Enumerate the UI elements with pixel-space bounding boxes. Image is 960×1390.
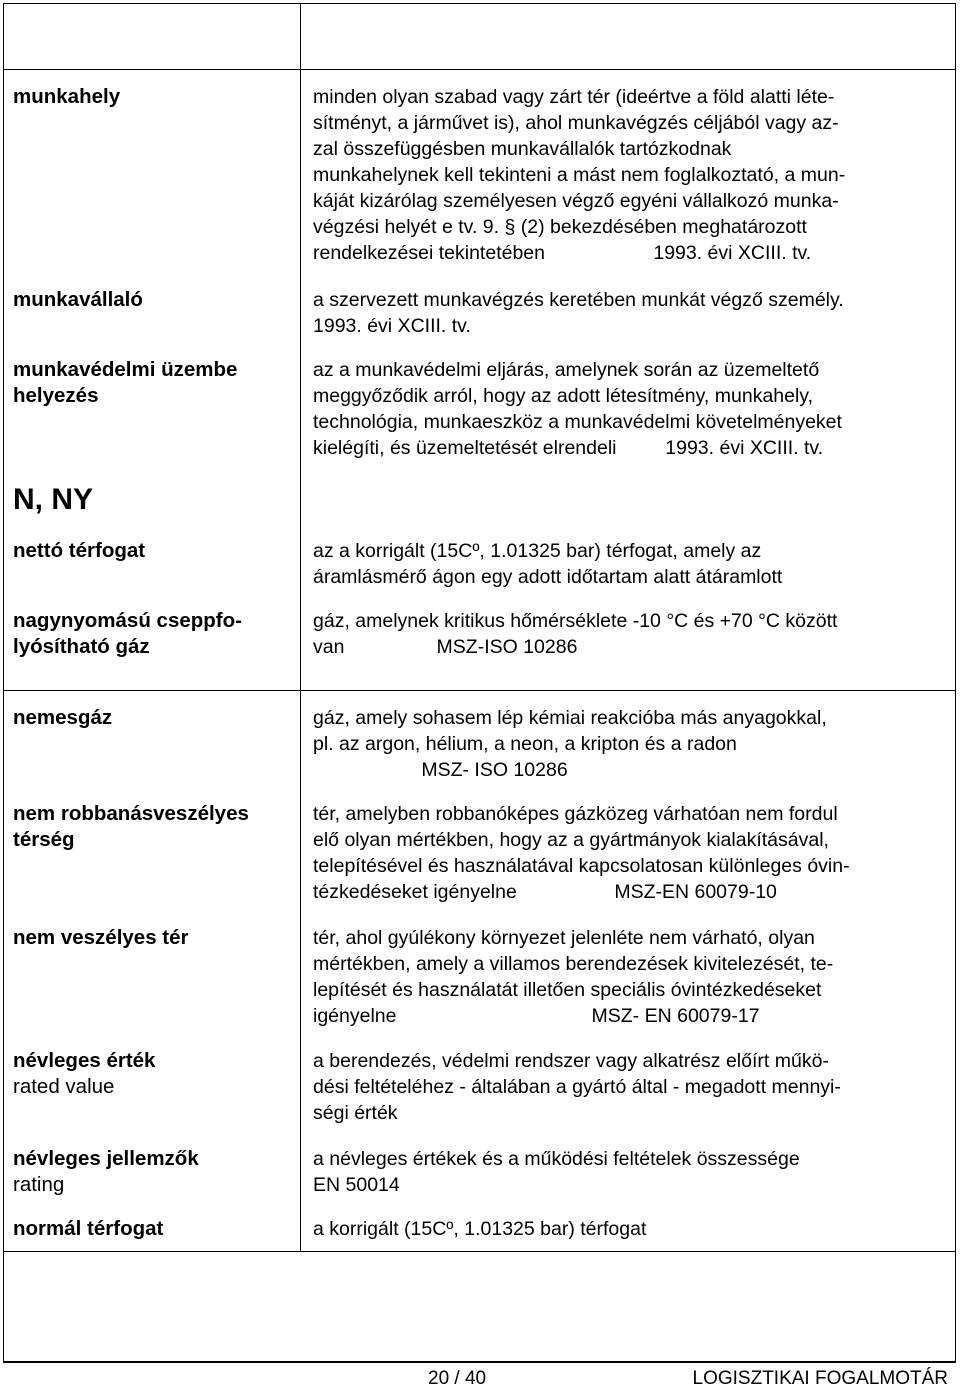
bottom-box	[3, 1251, 956, 1362]
def-nem-veszelyes-ter: tér, ahol gyúlékony környezet jelenléte nem várható, olyan mértékben, amely a villamos berendezések kivitelezését, te- lepítését és használatát illetően speciális óvintézkedéseket igényelne MSZ- EN 60079-17	[313, 927, 834, 1027]
def-nemesgaz: gáz, amely sohasem lép kémiai reakcióba más anyagokkal, pl. az argon, hélium, a neon, a kripton és a radon MSZ- ISO 10286	[313, 707, 827, 781]
def-netto-terfogat: az a korrigált (15Cº, 1.01325 bar) térfogat, amely az áramlásmérő ágon egy adott időtartam alatt átáramlott	[313, 540, 783, 588]
term-nevleges-jellemzok-label: névleges jellemzők	[13, 1147, 199, 1170]
top-header-box	[3, 3, 301, 70]
def-nem-robbanasveszelyes-terseg: tér, amelyben robbanóképes gázközeg várhatóan nem fordul elő olyan mértékben, hogy az a gyártmányok kialakításával, telepítésével és használatával kapcsolatosan különleges óvin- tézkedéseket igényelne MSZ-EN 60079-10	[313, 803, 850, 903]
term-munkahely: munkahely	[13, 85, 121, 108]
term-nevleges-ertek-english: rated value	[13, 1075, 115, 1098]
term-nevleges-ertek-label: névleges érték	[13, 1049, 156, 1072]
table-2-divider	[300, 690, 301, 1252]
term-nemesgaz: nemesgáz	[13, 706, 113, 729]
footer-title: LOGISZTIKAI FOGALMOTÁR	[692, 1368, 948, 1389]
top-header-box-right	[300, 3, 956, 70]
def-nevleges-jellemzok: a névleges értékek és a működési feltételek összessége EN 50014	[313, 1148, 800, 1196]
footer-rule	[3, 1362, 956, 1363]
term-normal-terfogat: normál térfogat	[13, 1217, 164, 1240]
term-nem-veszelyes-ter: nem veszélyes tér	[13, 926, 189, 949]
def-nevleges-ertek: a berendezés, védelmi rendszer vagy alkatrész előírt műkö- dési feltételéhez - általában a gyártó által - megadott mennyi- ségi érték	[313, 1050, 841, 1124]
page-number: 20 / 40	[428, 1368, 487, 1389]
term-nevleges-jellemzok	[13, 1146, 293, 1198]
term-nevleges-ertek	[13, 1048, 293, 1100]
def-normal-terfogat: a korrigált (15Cº, 1.01325 bar) térfogat	[313, 1218, 647, 1240]
term-nevleges-jellemzok-english: rating	[13, 1173, 65, 1196]
def-nagynyomasu-gaz: gáz, amelynek kritikus hőmérséklete -10 °C és +70 °C között van MSZ-ISO 10286	[313, 610, 838, 658]
table-1-divider	[300, 69, 301, 691]
term-munkavallalo: munkavállaló	[13, 288, 143, 311]
term-netto-terfogat: nettó térfogat	[13, 539, 146, 562]
term-nagynyomasu-cseppfolyosithato-gaz: nagynyomású cseppfo- lyósítható gáz	[13, 609, 242, 658]
def-munkavedelmi-uzembe-helyezes: az a munkavédelmi eljárás, amelynek során az üzemeltető meggyőződik arról, hogy az adott létesítmény, munkahely, technológia, munkaeszköz a munkavédelmi követelményeket kielégíti, és üzemeltetését elrendeli 1993. évi XCIII. tv.	[313, 359, 842, 459]
def-munkahely: minden olyan szabad vagy zárt tér (ideértve a föld alatti léte- sítményt, a járművet is), ahol munkavégzés céljából vagy az- zal összefüggésben munkavállalók tartózkodnak munkahelynek kell tekinteni a mást nem foglalkoztató, a mun- káját kizárólag személyesen végző egyéni vállalkozó munka- végzési helyét e tv. 9. § (2) bekezdésében meghatározott rendelkezései tekintetében 1993. évi XCIII. tv.	[313, 86, 846, 264]
section-letter-heading: N, NY	[13, 483, 94, 516]
def-munkavallalo: a szervezett munkavégzés keretében munkát végző személy. 1993. évi XCIII. tv.	[313, 289, 844, 337]
term-munkavedelmi-uzembe-helyezes: munkavédelmi üzembe helyezés	[13, 358, 238, 407]
term-nem-robbanasveszelyes-terseg: nem robbanásveszélyes térség	[13, 802, 249, 851]
